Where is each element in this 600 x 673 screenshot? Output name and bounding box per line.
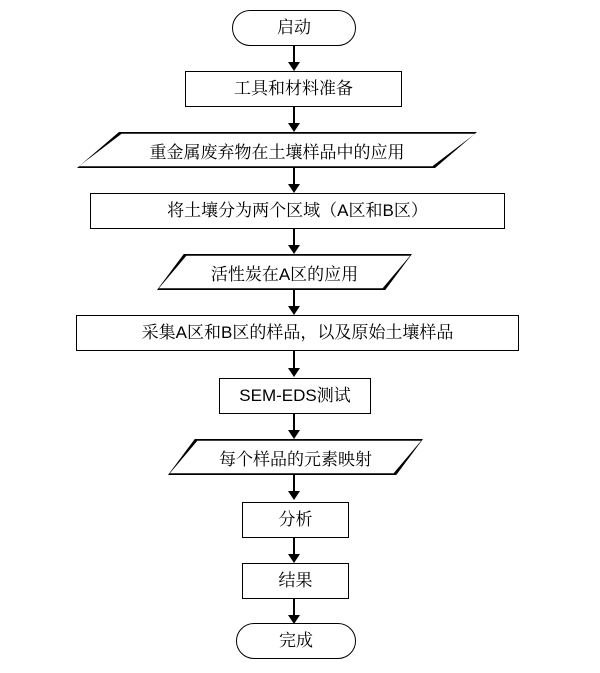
node-divide-soil-label: 将土壤分为两个区域（A区和B区） <box>167 201 428 221</box>
node-collect-samples <box>76 315 519 351</box>
node-analysis <box>242 502 349 538</box>
edge-apply-to-divide-arrow <box>288 184 300 193</box>
node-collect-samples-label: 采集A区和B区的样品，以及原始土壤样品 <box>141 323 454 343</box>
node-activated-carbon <box>157 254 412 290</box>
node-results-label: 结果 <box>278 571 313 591</box>
node-divide-soil <box>90 193 505 229</box>
node-start <box>232 10 356 46</box>
node-finish <box>236 623 356 659</box>
node-apply-heavy-metal <box>77 132 477 168</box>
node-start-label: 启动 <box>277 18 311 38</box>
edge-mapping-to-analysis-arrow <box>288 491 300 500</box>
node-element-mapping-label: 每个样品的元素映射 <box>219 449 372 469</box>
node-finish-label: 完成 <box>279 631 313 651</box>
edge-divide-to-carbon-arrow <box>288 245 300 254</box>
node-prep <box>185 71 402 107</box>
node-apply-heavy-metal-label: 重金属废弃物在土壤样品中的应用 <box>149 142 405 162</box>
edge-sem-to-mapping-arrow <box>288 430 300 439</box>
edge-prep-to-apply-arrow <box>288 123 300 132</box>
node-prep-label: 工具和材料准备 <box>234 79 353 99</box>
node-results <box>242 563 349 599</box>
edge-carbon-to-collect-arrow <box>288 306 300 315</box>
node-sem-eds-test <box>219 378 371 414</box>
edge-start-to-prep-arrow <box>288 62 300 71</box>
node-element-mapping <box>168 439 423 475</box>
edge-analysis-to-results-arrow <box>288 554 300 563</box>
node-sem-eds-test-label: SEM-EDS测试 <box>239 386 351 406</box>
edge-collect-to-sem-arrow <box>288 368 300 377</box>
node-analysis-label: 分析 <box>278 510 313 530</box>
node-activated-carbon-label: 活性炭在A区的应用 <box>210 264 359 284</box>
